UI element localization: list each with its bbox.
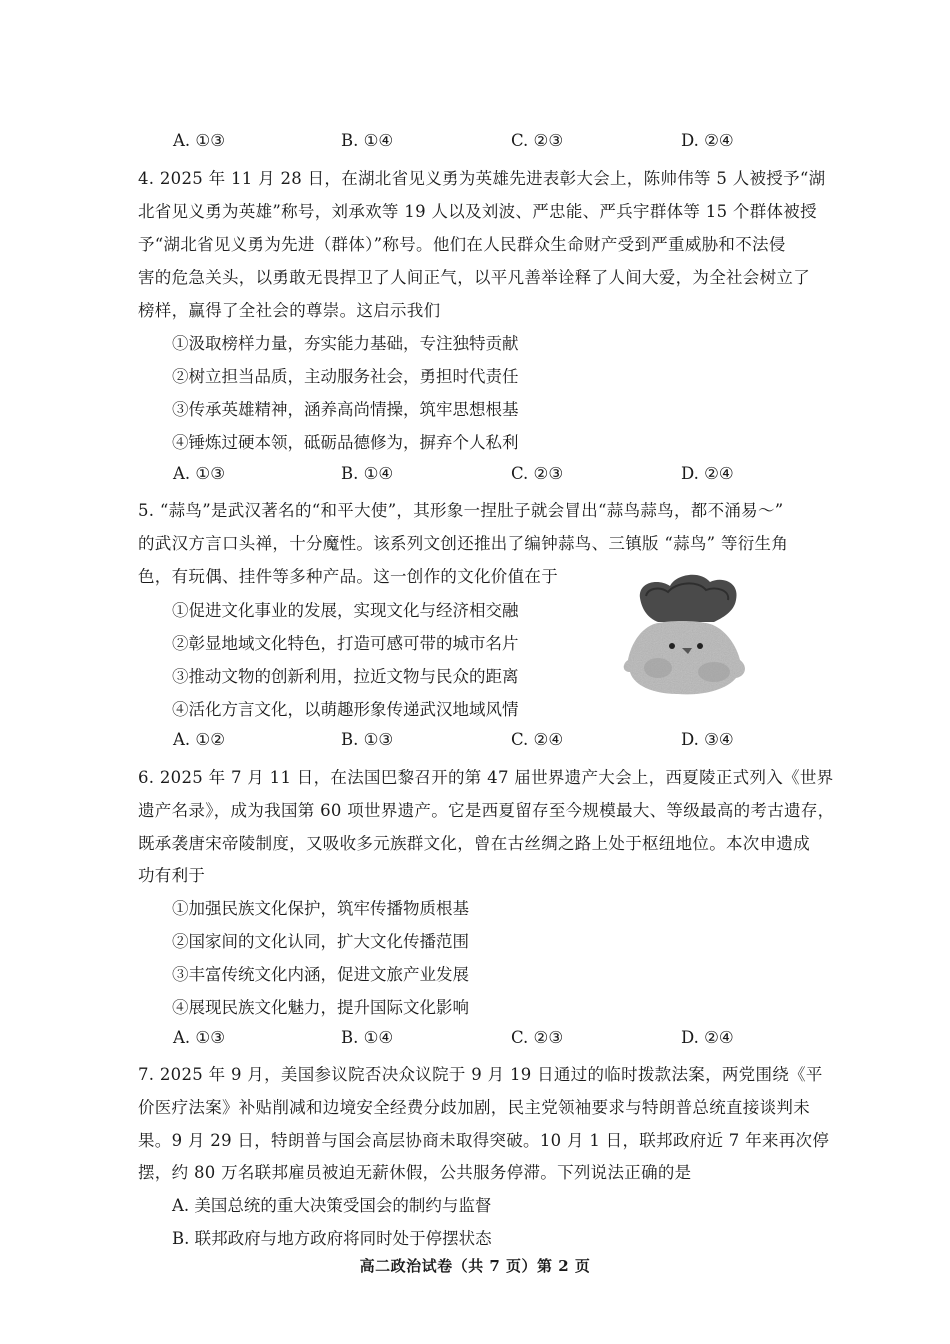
choice-d[interactable]: D. ②④ (681, 464, 734, 483)
q3-choices (173, 131, 773, 153)
q5-option-2: ②彰显地域文化特色，打造可感可带的城市名片 (172, 634, 519, 653)
q6-stem-line: 遗产名录》，成为我国第 60 项世界遗产。它是西夏留存至今规模最大、等级最高的考古遗存， (138, 801, 835, 820)
q6-option-4: ④展现民族文化魅力，提升国际文化影响 (172, 998, 469, 1017)
q4-stem-line: 榜样，赢得了全社会的尊崇。这启示我们 (138, 301, 441, 320)
garlic-bird-figure (618, 568, 758, 708)
q4-stem-line: 予“湖北省见义勇为先进（群体）”称号。他们在人民群众生命财产受到严重威胁和不法侵 (138, 235, 786, 254)
q6-choices (173, 1028, 773, 1050)
choice-b[interactable]: B. ①④ (341, 1028, 394, 1047)
choice-a[interactable]: A. ①③ (173, 131, 225, 150)
q5-option-1: ①促进文化事业的发展，实现文化与经济相交融 (172, 601, 519, 620)
q6-option-3: ③丰富传统文化内涵，促进文旅产业发展 (172, 965, 469, 984)
choice-a[interactable]: A. ①③ (173, 464, 225, 483)
choice-b[interactable]: B. ①④ (341, 131, 394, 150)
q4-option-4: ④锤炼过硬本领，砥砺品德修为，摒弃个人私利 (172, 433, 519, 452)
choice-c[interactable]: C. ②③ (511, 1028, 564, 1047)
q4-stem-line: 4. 2025 年 11 月 28 日，在湖北省见义勇为英雄先进表彰大会上，陈帅伟等 5 人被授予“湖 (138, 169, 826, 188)
q4-stem-line: 北省见义勇为英雄”称号，刘承欢等 19 人以及刘波、严忠能、严兵宇群体等 15 个群体被授 (138, 202, 817, 221)
choice-d[interactable]: D. ③④ (681, 730, 734, 749)
q4-option-3: ③传承英雄精神，涵养高尚情操，筑牢思想根基 (172, 400, 519, 419)
q6-stem-line: 功有利于 (138, 866, 206, 885)
q5-stem-line: 5. “蒜鸟”是武汉著名的“和平大使”，其形象一捏肚子就会冒出“蒜鸟蒜鸟，都不涌易～” (138, 501, 784, 520)
q4-option-2: ②树立担当品质，主动服务社会，勇担时代责任 (172, 367, 519, 386)
q4-option-1: ①汲取榜样力量，夯实能力基础，专注独特贡献 (172, 334, 519, 353)
q6-option-2: ②国家间的文化认同，扩大文化传播范围 (172, 932, 469, 951)
choice-a[interactable]: A. ①② (173, 730, 225, 749)
choice-d[interactable]: D. ②④ (681, 1028, 734, 1047)
choice-c[interactable]: C. ②③ (511, 464, 564, 483)
q6-stem-line: 既承袭唐宋帝陵制度，又吸收多元族群文化，曾在古丝绸之路上处于枢纽地位。本次申遗成 (138, 834, 810, 853)
choice-d[interactable]: D. ②④ (681, 131, 734, 150)
q4-choices (173, 464, 773, 486)
q7-stem-line: 果。9 月 29 日，特朗普与国会高层协商未取得突破。10 月 1 日，联邦政府近 7 年来再次停 (138, 1131, 830, 1150)
q7-option-b[interactable]: B. 联邦政府与地方政府将同时处于停摆状态 (172, 1229, 492, 1248)
choice-c[interactable]: C. ②④ (511, 730, 564, 749)
q5-option-3: ③推动文物的创新利用，拉近文物与民众的距离 (172, 667, 519, 686)
q6-option-1: ①加强民族文化保护，筑牢传播物质根基 (172, 899, 469, 918)
q7-option-a[interactable]: A. 美国总统的重大决策受国会的制约与监督 (172, 1196, 492, 1215)
choice-a[interactable]: A. ①③ (173, 1028, 225, 1047)
q5-option-4: ④活化方言文化，以萌趣形象传递武汉地域风情 (172, 700, 519, 719)
q5-stem-line: 色，有玩偶、挂件等多种产品。这一创作的文化价值在于 (138, 567, 558, 586)
q6-stem-line: 6. 2025 年 7 月 11 日，在法国巴黎召开的第 47 届世界遗产大会上，西夏陵正式列入《世界 (138, 768, 834, 787)
q5-stem-line: 的武汉方言口头禅，十分魔性。该系列文创还推出了编钟蒜鸟、三镇版 “蒜鸟” 等衍生角 (138, 534, 789, 553)
choice-c[interactable]: C. ②③ (511, 131, 564, 150)
choice-b[interactable]: B. ①④ (341, 464, 394, 483)
q7-stem-line: 7. 2025 年 9 月，美国参议院否决众议院于 9 月 19 日通过的临时拨款法案，两党围绕《平 (138, 1065, 823, 1084)
q5-choices (173, 730, 773, 752)
q7-stem-line: 摆，约 80 万名联邦雇员被迫无薪休假，公共服务停滞。下列说法正确的是 (138, 1163, 692, 1182)
q7-stem-line: 价医疗法案》补贴削减和边境安全经费分歧加剧，民主党领袖要求与特朗普总统直接谈判未 (138, 1098, 810, 1117)
choice-b[interactable]: B. ①③ (341, 730, 394, 749)
page-footer: 高二政治试卷（共 7 页）第 2 页 (359, 1257, 591, 1275)
q4-stem-line: 害的危急关头，以勇敢无畏捍卫了人间正气，以平凡善举诠释了人间大爱，为全社会树立了 (138, 268, 810, 287)
